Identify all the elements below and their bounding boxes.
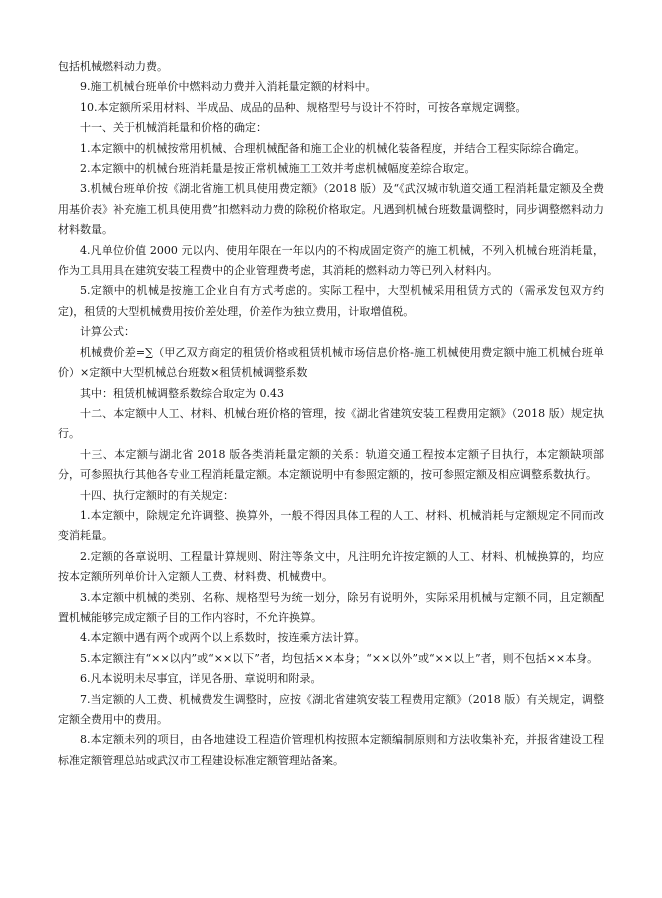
paragraph-18: 4.本定额中遇有两个或两个以上系数时，按连乘方法计算。 [80, 631, 366, 645]
paragraph-6: 3.机械台班单价按《湖北省施工机具使用费定额》（2018 版）及“《武汉城市轨道交通工程消耗量定额及全费用基价表》补充施工机具使用费”扣燃料动力费的除税价格取定。凡遇到机械台班数量调整时，同步调整燃料动力材料数量。 [58, 182, 604, 237]
paragraph-7: 4.凡单位价值 2000 元以内、使用年限在一年以内的不构成固定资产的施工机械，不列入机械台班消耗量，作为工具用具在建筑安装工程费中的企业管理费考虑，其消耗的燃料动力等已列入材料内。 [58, 243, 604, 278]
paragraph-19: 5.本定额注有“××以内”或“××以下”者，均包括××本身；“××以外”或“××以上”者，则不包括××本身。 [80, 651, 599, 665]
paragraph-16: 2.定额的各章说明、工程量计算规则、附注等条文中，凡注明允许按定额的人工、材料、机械换算的，均应按本定额所列单价计入定额人工费、材料费、机械费中。 [58, 549, 604, 584]
paragraph-2: 10.本定额所采用材料、半成品、成品的品种、规格型号与设计不符时，可按各章规定调整。 [80, 100, 527, 114]
paragraph-15: 1.本定额中，除规定允许调整、换算外，一般不得因具体工程的人工、材料、机械消耗与定额规定不同而改变消耗量。 [58, 508, 604, 543]
section-heading-13: 十三、本定额与湖北省 2018 版各类消耗量定额的关系：轨道交通工程按本定额子目执行，本定额缺项部分，可参照执行其他各专业工程消耗量定额。本定额说明中有参照定额的，按可参照定额及相应调整系数执行。 [58, 447, 604, 482]
paragraph-1: 9.施工机械台班单价中燃料动力费并入消耗量定额的材料中。 [80, 80, 377, 94]
paragraph-20: 6.凡本说明未尽事宜，详见各册、章说明和附录。 [80, 672, 322, 686]
paragraph-21: 7.当定额的人工费、机械费发生调整时，应按《湖北省建筑安装工程费用定额》（2018 版）有关规定，调整定额全费用中的费用。 [58, 692, 604, 726]
formula-label: 计算公式： [80, 325, 135, 339]
coefficient-note: 其中：租赁机械调整系数综合取定为 0.43 [80, 386, 284, 400]
paragraph-5: 2.本定额中的机械台班消耗量是按正常机械施工工效并考虑机械幅度差综合取定。 [80, 162, 476, 176]
section-heading-11: 十一、关于机械消耗量和价格的确定： [80, 121, 267, 135]
section-heading-14: 十四、执行定额时的有关规定： [80, 488, 234, 502]
formula: 机械费价差=∑（甲乙双方商定的租赁价格或租赁机械市场信息价格-施工机械使用费定额中施工机械台班单价）×定额中大型机械总台班数×租赁机械调整系数 [58, 345, 604, 380]
paragraph-0: 包括机械燃料动力费。 [58, 60, 168, 73]
section-heading-12: 十二、本定额中人工、材料、机械台班价格的管理，按《湖北省建筑安装工程费用定额》（2018 版）规定执行。 [58, 406, 604, 441]
paragraph-4: 1.本定额中的机械按常用机械、合理机械配备和施工企业的机械化装备程度，并结合工程实际综合确定。 [80, 141, 586, 155]
paragraph-8: 5.定额中的机械是按施工企业自有方式考虑的。实际工程中，大型机械采用租赁方式的（需承发包双方约定)，租赁的大型机械费用按价差处理，价差作为独立费用，计取增值税。 [58, 284, 604, 318]
paragraph-17: 3.本定额中机械的类别、名称、规格型号为统一划分，除另有说明外，实际采用机械与定额不同，且定额配置机械能够完成定额子目的工作内容时，不允许换算。 [58, 590, 604, 624]
paragraph-22: 8.本定额未列的项目，由各地建设工程造价管理机构按照本定额编制原则和方法收集补充，并报省建设工程标准定额管理总站或武汉市工程建设标准定额管理站备案。 [58, 733, 604, 767]
